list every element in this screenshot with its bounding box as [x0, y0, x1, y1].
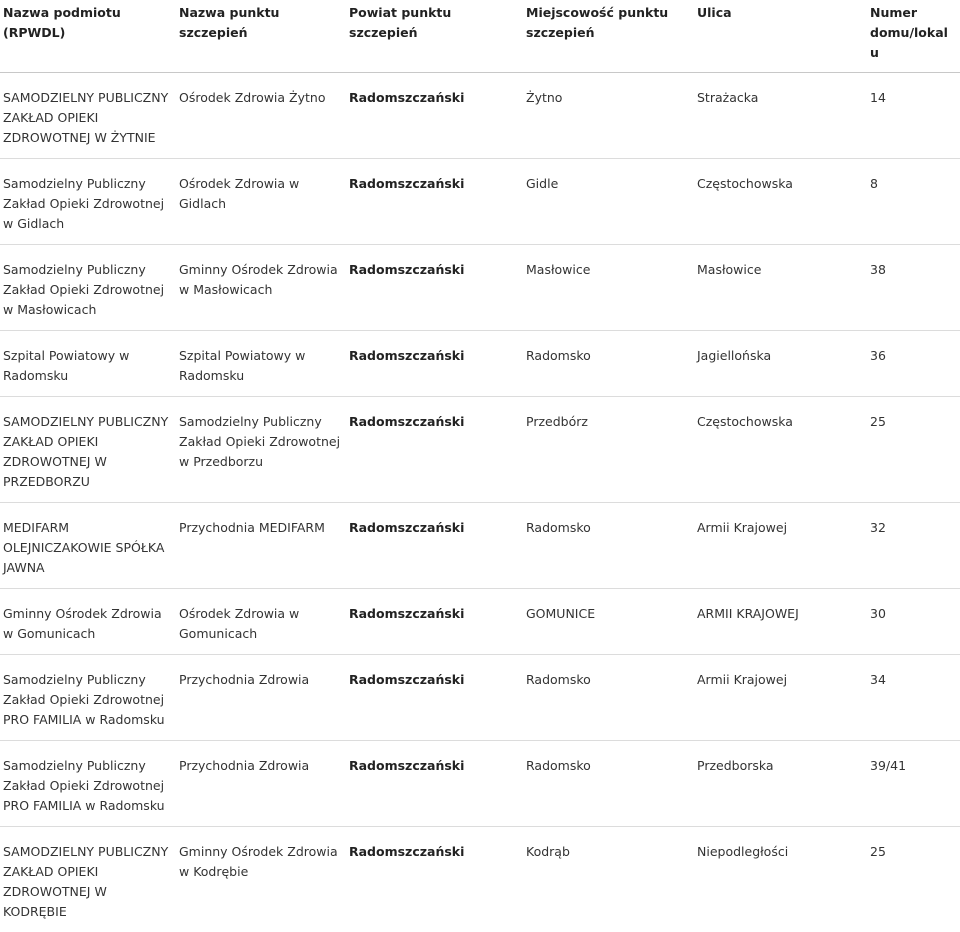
entity-name-cell: Szpital Powiatowy w Radomsku — [0, 331, 176, 397]
county-cell: Radomszczański — [346, 827, 523, 932]
street-cell: ARMII KRAJOWEJ — [694, 589, 867, 655]
house-number-cell: 34 — [867, 655, 960, 741]
locality-cell: Kodrąb — [523, 827, 694, 932]
header-street: Ulica — [694, 0, 867, 73]
table-body — [0, 73, 960, 932]
house-number-cell: 14 — [867, 73, 960, 159]
point-name-cell: Przychodnia Zdrowia — [176, 655, 346, 741]
locality-cell: Przedbórz — [523, 397, 694, 503]
point-name-cell: Samodzielny Publiczny Zakład Opieki Zdrowotnej w Przedborzu — [176, 397, 346, 503]
table-row — [0, 245, 960, 331]
locality-cell: GOMUNICE — [523, 589, 694, 655]
street-cell: Armii Krajowej — [694, 655, 867, 741]
county-cell: Radomszczański — [346, 655, 523, 741]
entity-name-cell: Samodzielny Publiczny Zakład Opieki Zdrowotnej PRO FAMILIA w Radomsku — [0, 655, 176, 741]
house-number-cell: 32 — [867, 503, 960, 589]
point-name-cell: Przychodnia Zdrowia — [176, 741, 346, 827]
header-house-number: Numer domu/lokalu — [867, 0, 960, 73]
house-number-cell: 25 — [867, 397, 960, 503]
table-row — [0, 73, 960, 159]
house-number-cell: 39/41 — [867, 741, 960, 827]
street-cell: Częstochowska — [694, 159, 867, 245]
entity-name-cell: SAMODZIELNY PUBLICZNY ZAKŁAD OPIEKI ZDROWOTNEJ W KODRĘBIE — [0, 827, 176, 932]
point-name-cell: Gminny Ośrodek Zdrowia w Kodrębie — [176, 827, 346, 932]
county-cell: Radomszczański — [346, 397, 523, 503]
street-cell: Niepodległości — [694, 827, 867, 932]
county-cell: Radomszczański — [346, 331, 523, 397]
street-cell: Strażacka — [694, 73, 867, 159]
header-county: Powiat punktu szczepień — [346, 0, 523, 73]
header-row — [0, 0, 960, 73]
point-name-cell: Ośrodek Zdrowia Żytno — [176, 73, 346, 159]
entity-name-cell: Gminny Ośrodek Zdrowia w Gomunicach — [0, 589, 176, 655]
street-cell: Armii Krajowej — [694, 503, 867, 589]
point-name-cell: Ośrodek Zdrowia w Gomunicach — [176, 589, 346, 655]
house-number-cell: 25 — [867, 827, 960, 932]
locality-cell: Radomsko — [523, 331, 694, 397]
table-row — [0, 589, 960, 655]
table-header — [0, 0, 960, 73]
entity-name-cell: MEDIFARM OLEJNICZAKOWIE SPÓŁKA JAWNA — [0, 503, 176, 589]
county-cell: Radomszczański — [346, 159, 523, 245]
entity-name-cell: Samodzielny Publiczny Zakład Opieki Zdrowotnej w Gidlach — [0, 159, 176, 245]
street-cell: Masłowice — [694, 245, 867, 331]
street-cell: Częstochowska — [694, 397, 867, 503]
point-name-cell: Przychodnia MEDIFARM — [176, 503, 346, 589]
header-locality: Miejscowość punktu szczepień — [523, 0, 694, 73]
house-number-cell: 8 — [867, 159, 960, 245]
county-cell: Radomszczański — [346, 245, 523, 331]
table-row — [0, 827, 960, 932]
point-name-cell: Gminny Ośrodek Zdrowia w Masłowicach — [176, 245, 346, 331]
table-row — [0, 741, 960, 827]
table-row — [0, 655, 960, 741]
point-name-cell: Ośrodek Zdrowia w Gidlach — [176, 159, 346, 245]
entity-name-cell: SAMODZIELNY PUBLICZNY ZAKŁAD OPIEKI ZDROWOTNEJ W PRZEDBORZU — [0, 397, 176, 503]
header-point-name: Nazwa punktu szczepień — [176, 0, 346, 73]
house-number-cell: 38 — [867, 245, 960, 331]
point-name-cell: Szpital Powiatowy w Radomsku — [176, 331, 346, 397]
street-cell: Przedborska — [694, 741, 867, 827]
county-cell: Radomszczański — [346, 73, 523, 159]
county-cell: Radomszczański — [346, 741, 523, 827]
locality-cell: Masłowice — [523, 245, 694, 331]
locality-cell: Radomsko — [523, 503, 694, 589]
house-number-cell: 36 — [867, 331, 960, 397]
header-entity-name: Nazwa podmiotu (RPWDL) — [0, 0, 176, 73]
locality-cell: Radomsko — [523, 741, 694, 827]
county-cell: Radomszczański — [346, 503, 523, 589]
house-number-cell: 30 — [867, 589, 960, 655]
table-row — [0, 331, 960, 397]
county-cell: Radomszczański — [346, 589, 523, 655]
table-row — [0, 397, 960, 503]
entity-name-cell: Samodzielny Publiczny Zakład Opieki Zdrowotnej w Masłowicach — [0, 245, 176, 331]
entity-name-cell: Samodzielny Publiczny Zakład Opieki Zdrowotnej PRO FAMILIA w Radomsku — [0, 741, 176, 827]
table-row — [0, 159, 960, 245]
table-row — [0, 503, 960, 589]
locality-cell: Radomsko — [523, 655, 694, 741]
locality-cell: Gidle — [523, 159, 694, 245]
street-cell: Jagiellońska — [694, 331, 867, 397]
entity-name-cell: SAMODZIELNY PUBLICZNY ZAKŁAD OPIEKI ZDROWOTNEJ W ŻYTNIE — [0, 73, 176, 159]
locality-cell: Żytno — [523, 73, 694, 159]
